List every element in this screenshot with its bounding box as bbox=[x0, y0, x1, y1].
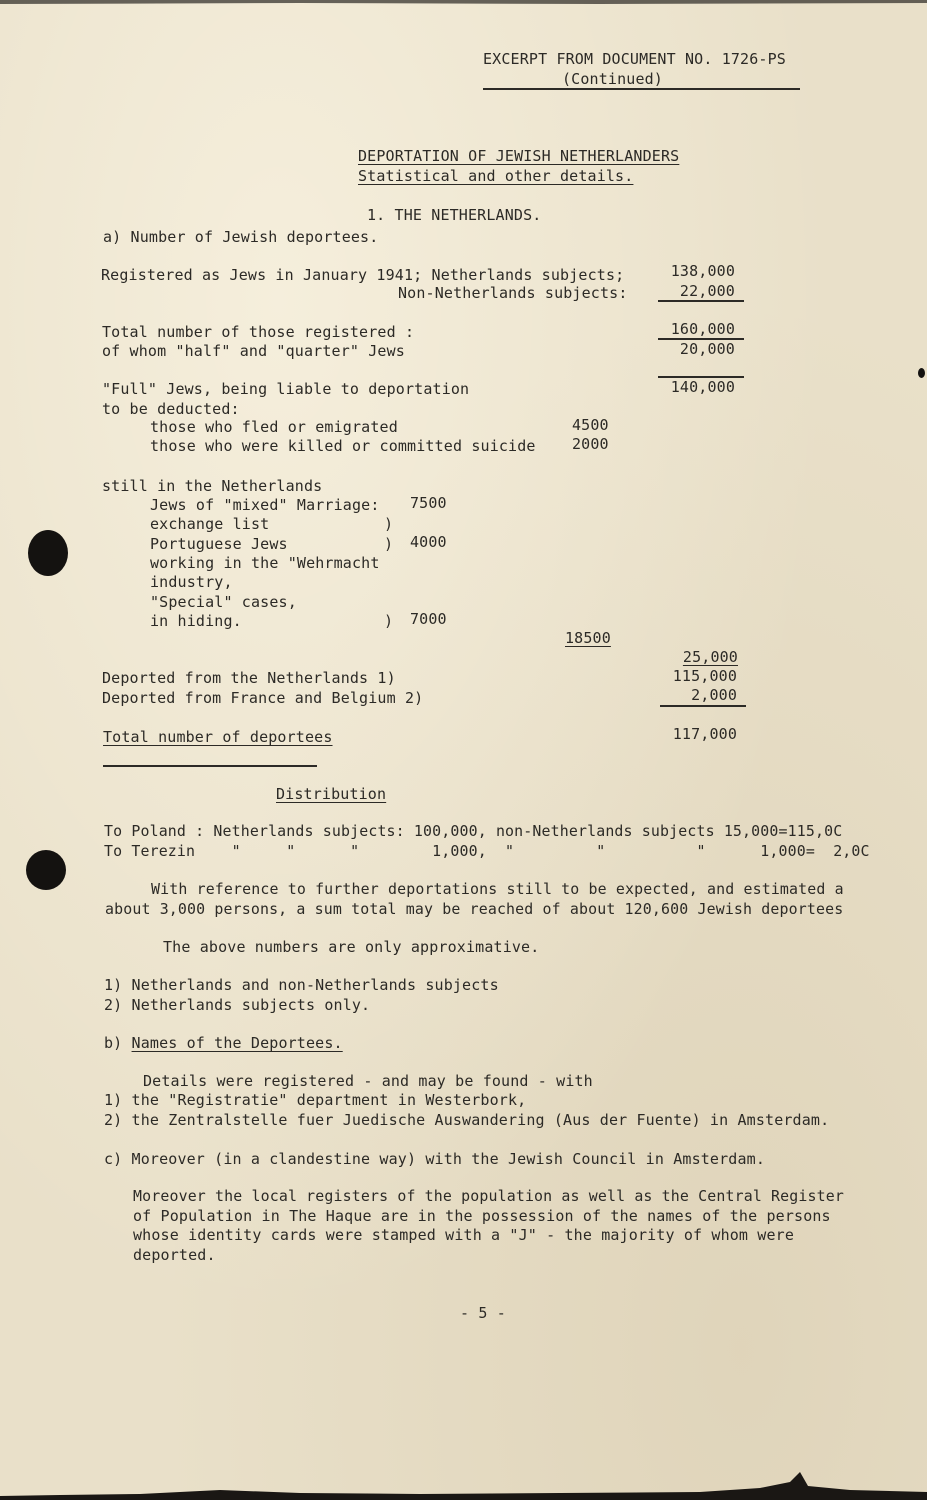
section-subheading: a) Number of Jewish deportees. bbox=[103, 228, 379, 246]
half-quarter-label: of whom "half" and "quarter" Jews bbox=[102, 342, 405, 360]
industry-label: industry, bbox=[150, 573, 233, 591]
hiding-bracket: ) bbox=[384, 612, 394, 630]
terezin-line: To Terezin " " " 1,000, " " " 1,000= 2,0C bbox=[104, 842, 870, 860]
header-underline bbox=[483, 88, 800, 90]
registered-label: Registered as Jews in January 1941; Netherlands subjects; bbox=[101, 266, 625, 284]
grand-total-label: Total number of deportees bbox=[103, 728, 333, 746]
approximative-line: The above numbers are only approximative. bbox=[163, 938, 540, 956]
names-heading-text: Names of the Deportees. bbox=[131, 1034, 343, 1052]
names-item-c: c) Moreover (in a clandestine way) with the Jewish Council in Amsterdam. bbox=[104, 1150, 766, 1168]
paragraph-line-4: deported. bbox=[133, 1246, 216, 1264]
registered-value: 138,000 bbox=[670, 262, 735, 280]
portuguese-value: 4000 bbox=[410, 533, 447, 551]
deduct-total-value: 25,000 bbox=[682, 648, 738, 666]
killed-value: 2000 bbox=[572, 435, 609, 453]
deported-fb-value: 2,000 bbox=[691, 686, 737, 704]
total-registered-value: 160,000 bbox=[670, 320, 735, 338]
names-heading bbox=[104, 1034, 343, 1053]
deducted-label: to be deducted: bbox=[102, 400, 240, 418]
poland-line: To Poland : Netherlands subjects: 100,000, non-Netherlands subjects 15,000=115,0C bbox=[104, 822, 843, 840]
details-line: Details were registered - and may be found - with bbox=[143, 1072, 593, 1090]
sum-rule-1 bbox=[658, 300, 744, 302]
document-subtitle: Statistical and other details. bbox=[358, 167, 634, 185]
further-line-1: With reference to further deportations still to be expected, and estimated a bbox=[151, 880, 844, 898]
deported-nl-label: Deported from the Netherlands 1) bbox=[102, 669, 396, 687]
fled-label: those who fled or emigrated bbox=[150, 418, 398, 436]
sum-rule-4 bbox=[660, 705, 746, 707]
section-divider bbox=[103, 765, 317, 767]
fled-value: 4500 bbox=[572, 416, 609, 434]
mixed-value: 7500 bbox=[410, 494, 447, 512]
footnote-2: 2) Netherlands subjects only. bbox=[104, 996, 371, 1014]
document-title: DEPORTATION OF JEWISH NETHERLANDERS bbox=[358, 147, 680, 165]
page-number: - 5 - bbox=[460, 1304, 506, 1322]
scan-top-edge bbox=[0, 0, 927, 6]
total-registered-label: Total number of those registered : bbox=[102, 323, 415, 341]
deported-fb-label: Deported from France and Belgium 2) bbox=[102, 689, 424, 707]
distribution-heading: Distribution bbox=[276, 785, 387, 803]
hiding-label: in hiding. bbox=[150, 612, 242, 630]
paragraph-line-3: whose identity cards were stamped with a "J" - the majority of whom were bbox=[133, 1226, 795, 1244]
mixed-label: Jews of "mixed" Marriage: bbox=[150, 496, 380, 514]
further-line-2: about 3,000 persons, a sum total may be reached of about 120,600 Jewish deportees bbox=[105, 900, 844, 918]
working-label: working in the "Wehrmacht bbox=[150, 554, 380, 572]
half-quarter-value: 20,000 bbox=[679, 340, 735, 358]
excerpt-heading: EXCERPT FROM DOCUMENT NO. 1726-PS bbox=[483, 50, 786, 68]
section-heading: 1. THE NETHERLANDS. bbox=[367, 206, 542, 224]
exchange-label: exchange list bbox=[150, 515, 270, 533]
names-item-2: 2) the Zentralstelle fuer Juedische Auswandering (Aus der Fuente) in Amsterdam. bbox=[104, 1111, 830, 1129]
continued-label: (Continued) bbox=[562, 70, 663, 88]
margin-speck bbox=[918, 368, 925, 378]
names-heading-prefix: b) bbox=[104, 1034, 132, 1052]
full-jews-value: 140,000 bbox=[670, 378, 735, 396]
punch-hole-bottom bbox=[26, 850, 66, 890]
still-label: still in the Netherlands bbox=[102, 477, 323, 495]
punch-hole-top bbox=[28, 530, 68, 576]
killed-label: those who were killed or committed suicide bbox=[150, 437, 536, 455]
full-jews-label: "Full" Jews, being liable to deportation bbox=[102, 380, 470, 398]
scan-bottom-edge bbox=[0, 1460, 927, 1500]
non-nl-label: Non-Netherlands subjects: bbox=[398, 284, 628, 302]
special-label: "Special" cases, bbox=[150, 593, 297, 611]
hiding-value: 7000 bbox=[410, 610, 447, 628]
grand-total-value: 117,000 bbox=[672, 725, 737, 743]
exchange-bracket: ) bbox=[384, 515, 394, 533]
portuguese-bracket: ) bbox=[384, 535, 394, 553]
footnote-1: 1) Netherlands and non-Netherlands subjects bbox=[104, 976, 499, 994]
paragraph-line-1: Moreover the local registers of the population as well as the Central Register bbox=[133, 1187, 844, 1205]
portuguese-label: Portuguese Jews bbox=[150, 535, 288, 553]
names-item-1: 1) the "Registratie" department in Westerbork, bbox=[104, 1091, 527, 1109]
non-nl-value: 22,000 bbox=[679, 282, 735, 300]
paragraph-line-2: of Population in The Haque are in the possession of the names of the persons bbox=[133, 1207, 831, 1225]
deported-nl-value: 115,000 bbox=[672, 667, 737, 685]
subtotal-value: 18500 bbox=[565, 629, 611, 647]
